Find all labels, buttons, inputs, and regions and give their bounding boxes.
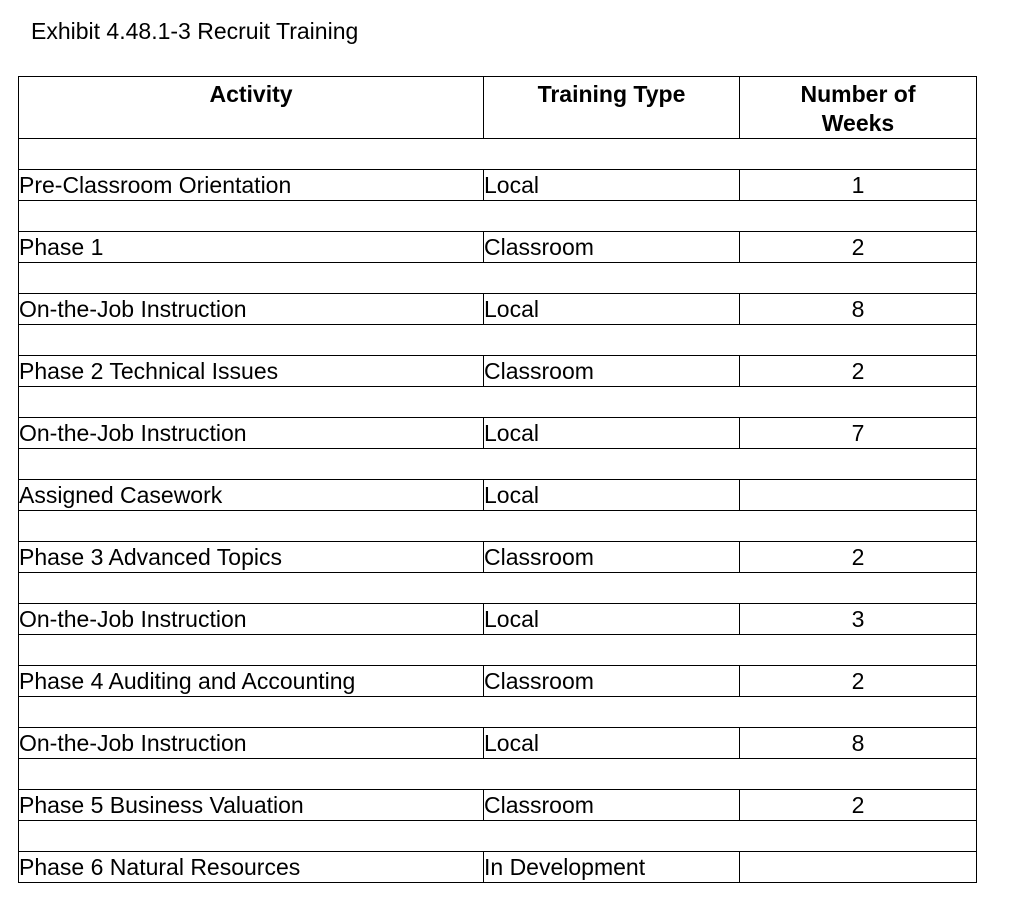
- weeks-cell: [740, 480, 977, 511]
- spacer-row: [19, 387, 977, 418]
- header-training-type: Training Type: [484, 77, 740, 139]
- spacer-row: [19, 263, 977, 294]
- activity-cell: On-the-Job Instruction: [19, 728, 484, 759]
- table-header-row: [19, 77, 977, 139]
- training-type-cell: Local: [484, 480, 740, 511]
- weeks-cell: 3: [740, 604, 977, 635]
- weeks-cell: 8: [740, 728, 977, 759]
- training-type-cell: Classroom: [484, 356, 740, 387]
- table-row: [19, 852, 977, 883]
- spacer-row: [19, 821, 977, 852]
- spacer-row: [19, 511, 977, 542]
- spacer-cell: [19, 263, 977, 294]
- exhibit-title: Exhibit 4.48.1-3 Recruit Training: [31, 18, 359, 44]
- training-type-cell: Classroom: [484, 666, 740, 697]
- training-type-cell: In Development: [484, 852, 740, 883]
- spacer-cell: [19, 449, 977, 480]
- spacer-row: [19, 201, 977, 232]
- weeks-cell: 2: [740, 232, 977, 263]
- activity-cell: Phase 4 Auditing and Accounting: [19, 666, 484, 697]
- training-type-cell: Classroom: [484, 542, 740, 573]
- activity-cell: Pre-Classroom Orientation: [19, 170, 484, 201]
- weeks-cell: 2: [740, 666, 977, 697]
- spacer-cell: [19, 635, 977, 666]
- weeks-cell: 2: [740, 542, 977, 573]
- activity-cell: Phase 2 Technical Issues: [19, 356, 484, 387]
- table-row: [19, 294, 977, 325]
- activity-cell: Phase 1: [19, 232, 484, 263]
- training-type-cell: Local: [484, 418, 740, 449]
- activity-cell: On-the-Job Instruction: [19, 604, 484, 635]
- training-type-cell: Local: [484, 170, 740, 201]
- activity-cell: On-the-Job Instruction: [19, 294, 484, 325]
- weeks-cell: [740, 852, 977, 883]
- table-row: [19, 790, 977, 821]
- spacer-cell: [19, 697, 977, 728]
- activity-cell: Phase 6 Natural Resources: [19, 852, 484, 883]
- training-type-cell: Local: [484, 294, 740, 325]
- table-body: [19, 139, 977, 883]
- table-row: [19, 232, 977, 263]
- spacer-cell: [19, 325, 977, 356]
- spacer-cell: [19, 511, 977, 542]
- spacer-cell: [19, 201, 977, 232]
- spacer-cell: [19, 139, 977, 170]
- header-weeks-label: Number of Weeks: [800, 81, 916, 136]
- weeks-cell: 2: [740, 790, 977, 821]
- header-activity: Activity: [19, 77, 484, 139]
- spacer-row: [19, 139, 977, 170]
- spacer-row: [19, 697, 977, 728]
- table-row: [19, 418, 977, 449]
- activity-cell: On-the-Job Instruction: [19, 418, 484, 449]
- weeks-cell: 1: [740, 170, 977, 201]
- spacer-cell: [19, 573, 977, 604]
- weeks-cell: 7: [740, 418, 977, 449]
- spacer-row: [19, 573, 977, 604]
- spacer-cell: [19, 821, 977, 852]
- table-row: [19, 542, 977, 573]
- spacer-row: [19, 449, 977, 480]
- table-row: [19, 728, 977, 759]
- training-type-cell: Classroom: [484, 790, 740, 821]
- spacer-row: [19, 325, 977, 356]
- spacer-cell: [19, 387, 977, 418]
- training-type-cell: Local: [484, 604, 740, 635]
- spacer-cell: [19, 759, 977, 790]
- activity-cell: Phase 5 Business Valuation: [19, 790, 484, 821]
- table-row: [19, 170, 977, 201]
- training-type-cell: Classroom: [484, 232, 740, 263]
- activity-cell: Assigned Casework: [19, 480, 484, 511]
- table-row: [19, 356, 977, 387]
- training-type-cell: Local: [484, 728, 740, 759]
- weeks-cell: 8: [740, 294, 977, 325]
- spacer-row: [19, 759, 977, 790]
- spacer-row: [19, 635, 977, 666]
- weeks-cell: 2: [740, 356, 977, 387]
- table-row: [19, 666, 977, 697]
- table-row: [19, 604, 977, 635]
- activity-cell: Phase 3 Advanced Topics: [19, 542, 484, 573]
- recruit-training-table: [18, 76, 977, 883]
- table-row: [19, 480, 977, 511]
- header-number-of-weeks: [740, 77, 977, 139]
